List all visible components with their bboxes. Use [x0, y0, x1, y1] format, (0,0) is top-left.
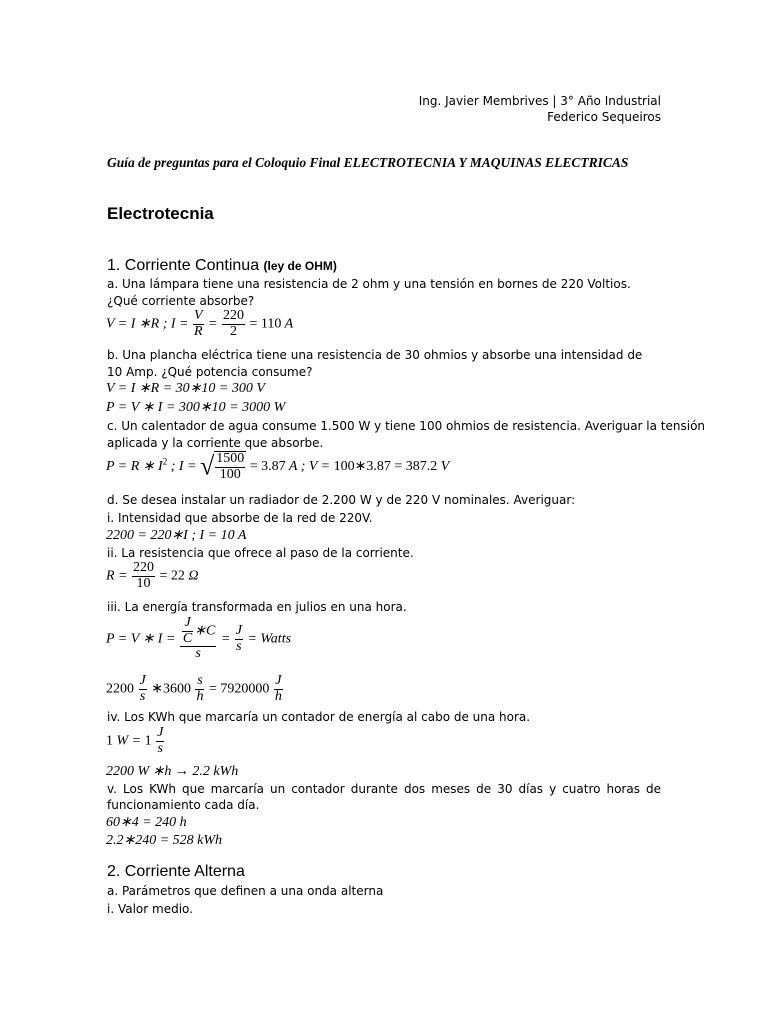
- question-d-i: i. Intensidad que absorbe de la red de 220V.: [107, 511, 373, 525]
- equation-d-iv-2: 2200 W ∗h → 2.2 kWh: [106, 764, 239, 779]
- guide-title: Guía de preguntas para el Coloquio Final ELECTROTECNIA Y MAQUINAS ELECTRICAS: [107, 155, 629, 170]
- equation-a: V = I ∗R ; I = $\frac{V}{R}$ = $\frac{220}{2}$ = 110 A: [106, 308, 294, 339]
- question-b-line1: b. Una plancha eléctrica tiene una resistencia de 30 ohmios y absorbe una intensidad de: [107, 348, 643, 362]
- section-1-subtitle: (ley de OHM): [263, 259, 337, 273]
- student-name: Federico Sequeiros: [547, 110, 661, 124]
- section-1-heading: [107, 257, 337, 275]
- equation-d-i: 2200 = 220∗I ; I = 10 A: [106, 528, 247, 543]
- question-c-line1: c. Un calentador de agua consume 1.500 W y tiene 100 ohmios de resistencia. Averiguar la tensión: [107, 419, 706, 433]
- section-1-title: 1. Corriente Continua: [107, 257, 260, 274]
- question-d-iii: iii. La energía transformada en julios en una hora.: [107, 600, 407, 614]
- question-b-line2: 10 Amp. ¿Qué potencia consume?: [107, 365, 313, 379]
- section-2-title: 2. Corriente Alterna: [107, 863, 245, 880]
- equation-c: P = R ∗ $I^2$ ; I = √ $\frac{1500}{100}$ = 3.87 A ; V = 100∗3.87 = 387.2 V: [106, 451, 450, 482]
- section-2-question-a-i: i. Valor medio.: [107, 902, 193, 916]
- section-title: Electrotecnia: [107, 204, 214, 223]
- equation-d-v-2: 2.2∗240 = 528 kWh: [106, 833, 223, 848]
- equation-d-iii-1: P = V ∗ I = $\frac{J}{C}$ ∗C s = $\frac{J}{s}$ = Watts: [106, 615, 292, 662]
- equation-d-ii: R = $\frac{220}{10}$ = 22 Ω: [106, 560, 199, 591]
- equation-b2: P = V ∗ I = 300∗10 = 3000 W: [106, 400, 286, 415]
- equation-d-iii-2: 2200 $\frac{J}{s}$ ∗3600 $\frac{s}{h}$ = 7920000 $\frac{J}{h}$: [106, 673, 282, 704]
- question-d-ii: ii. La resistencia que ofrece al paso de la corriente.: [107, 546, 414, 560]
- question-c-line2: aplicada y la corriente que absorbe.: [107, 436, 324, 450]
- question-d: d. Se desea instalar un radiador de 2.200 W y de 220 V nominales. Averiguar:: [107, 493, 576, 507]
- equation-d-iv-1: 1 W = 1 $\frac{J}{s}$: [106, 725, 164, 756]
- question-d-iv: iv. Los KWh que marcaría un contador de energía al cabo de una hora.: [107, 710, 531, 724]
- equation-b1: V = I ∗R = 30∗10 = 300 V: [106, 381, 265, 396]
- equation-d-v-1: 60∗4 = 240 h: [106, 815, 187, 830]
- author-line: Ing. Javier Membrives | 3° Año Industrial: [418, 94, 661, 108]
- section-2-question-a: a. Parámetros que definen a una onda alterna: [107, 884, 384, 898]
- question-d-v-line2: funcionamiento cada día.: [107, 798, 260, 812]
- question-a-line2: ¿Qué corriente absorbe?: [107, 294, 255, 308]
- question-a-line1: a. Una lámpara tiene una resistencia de 2 ohm y una tensión en bornes de 220 Voltios.: [107, 277, 631, 291]
- question-d-v-line1: v. Los KWh que marcaría un contador durante dos meses de 30 días y cuatro horas de: [107, 782, 661, 796]
